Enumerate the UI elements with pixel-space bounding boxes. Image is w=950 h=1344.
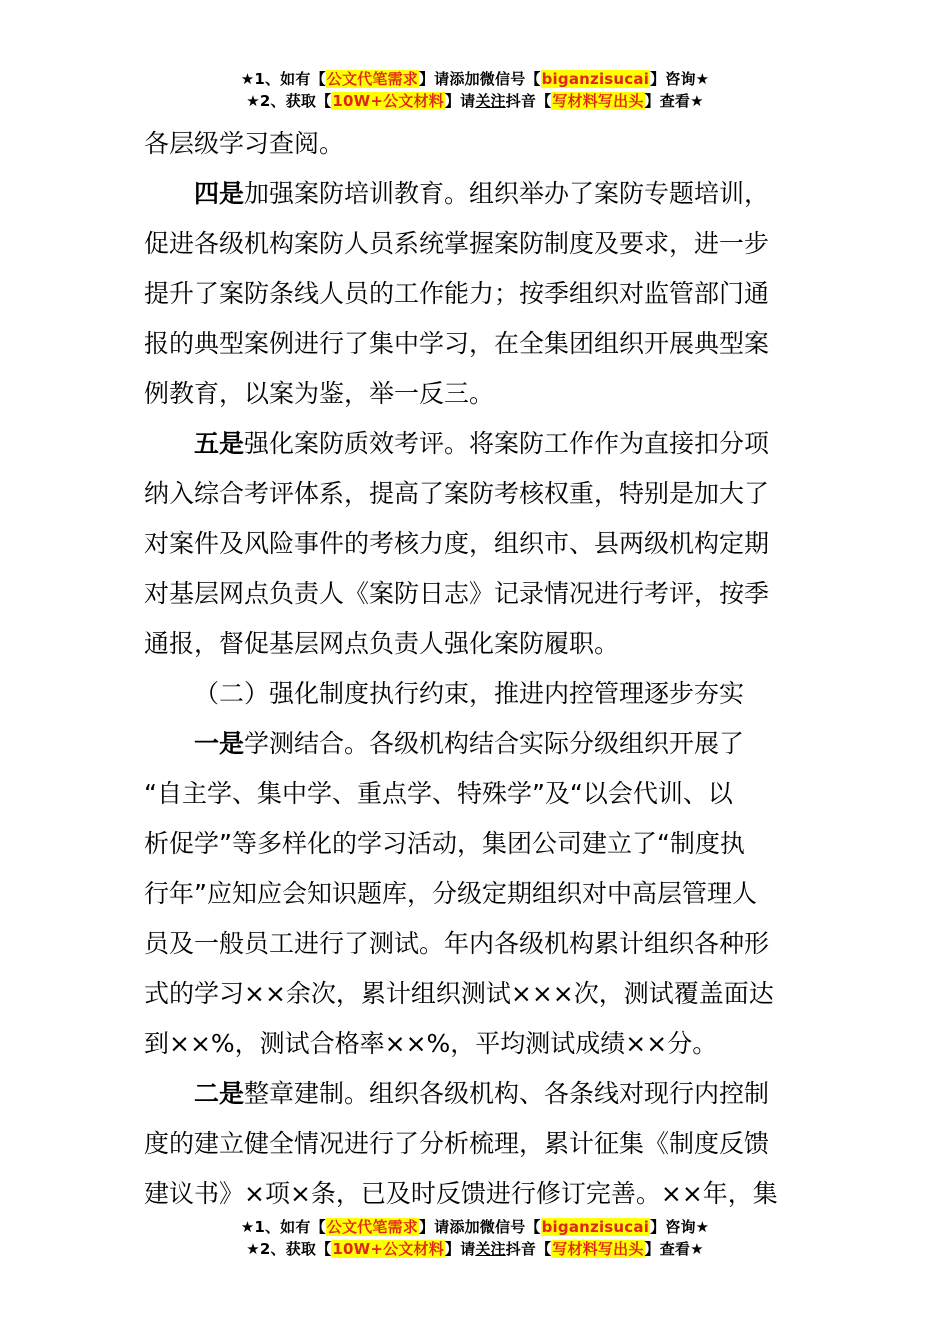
document-body [144, 119, 808, 1219]
highlight-wechat-id: biganzisucai [541, 1218, 650, 1236]
banner-line-1: ★1、如有【公文代笔需求】请添加微信号【biganzisucai】咨询★ [240, 70, 710, 88]
highlight-douyin: 写材料写出头 [552, 92, 644, 110]
paragraph: 二是整章建制。组织各级机构、各条线对现行内控制 度的建立健全情况进行了分析梳理，累计征集《制度反馈 建议书》×项×条，已及时反馈进行修订完善。××年，集 [144, 1079, 778, 1208]
highlight-service: 公文代笔需求 [326, 70, 418, 88]
paragraph: 四是加强案防培训教育。组织举办了案防专题培训， 促进各级机构案防人员系统掌握案防制度及要求，进一步 提升了案防条线人员的工作能力；按季组织对监管部门通 报的典型案例进行了集中学习，在全集团组织开展典型案 例教育，以案为鉴，举一反三。 [144, 179, 770, 408]
paragraph: 各层级学习查阅。 [144, 129, 345, 158]
banner-line-2: ★2、获取【10W+公文材料】请关注抖音【写材料写出头】查看★ [246, 92, 704, 110]
highlight-materials: 10W+公文材料 [332, 1240, 444, 1258]
highlight-wechat-id: biganzisucai [541, 70, 650, 88]
top-banner [0, 68, 950, 112]
highlight-materials: 10W+公文材料 [332, 92, 444, 110]
banner-line-1: ★1、如有【公文代笔需求】请添加微信号【biganzisucai】咨询★ [240, 1218, 710, 1236]
bottom-banner [0, 1216, 950, 1260]
banner-line-2: ★2、获取【10W+公文材料】请关注抖音【写材料写出头】查看★ [246, 1240, 704, 1258]
highlight-service: 公文代笔需求 [326, 1218, 418, 1236]
section-heading: （二）强化制度执行约束，推进内控管理逐步夯实 [194, 679, 745, 708]
paragraph: 五是强化案防质效考评。将案防工作作为直接扣分项 纳入综合考评体系，提高了案防考核权重，特别是加大了 对案件及风险事件的考核力度，组织市、县两级机构定期 对基层网点负责人《案防日志》记录情况进行考评，按季 通报，督促基层网点负责人强化案防履职。 [144, 429, 770, 658]
highlight-douyin: 写材料写出头 [552, 1240, 644, 1258]
paragraph: 一是学测结合。各级机构结合实际分级组织开展了 “自主学、集中学、重点学、特殊学”及“以会代训、以 析促学”等多样化的学习活动，集团公司建立了“制度执 行年”应知应会知识题库，分级定期组织对中高层管理人 员及一般员工进行了测试。年内各级机构累计组织各种形 式的学习××余次，累计组织测试×××次，测试覆盖面达 到××%，测试合格率××%，平均测试成绩××分。 [144, 729, 774, 1058]
